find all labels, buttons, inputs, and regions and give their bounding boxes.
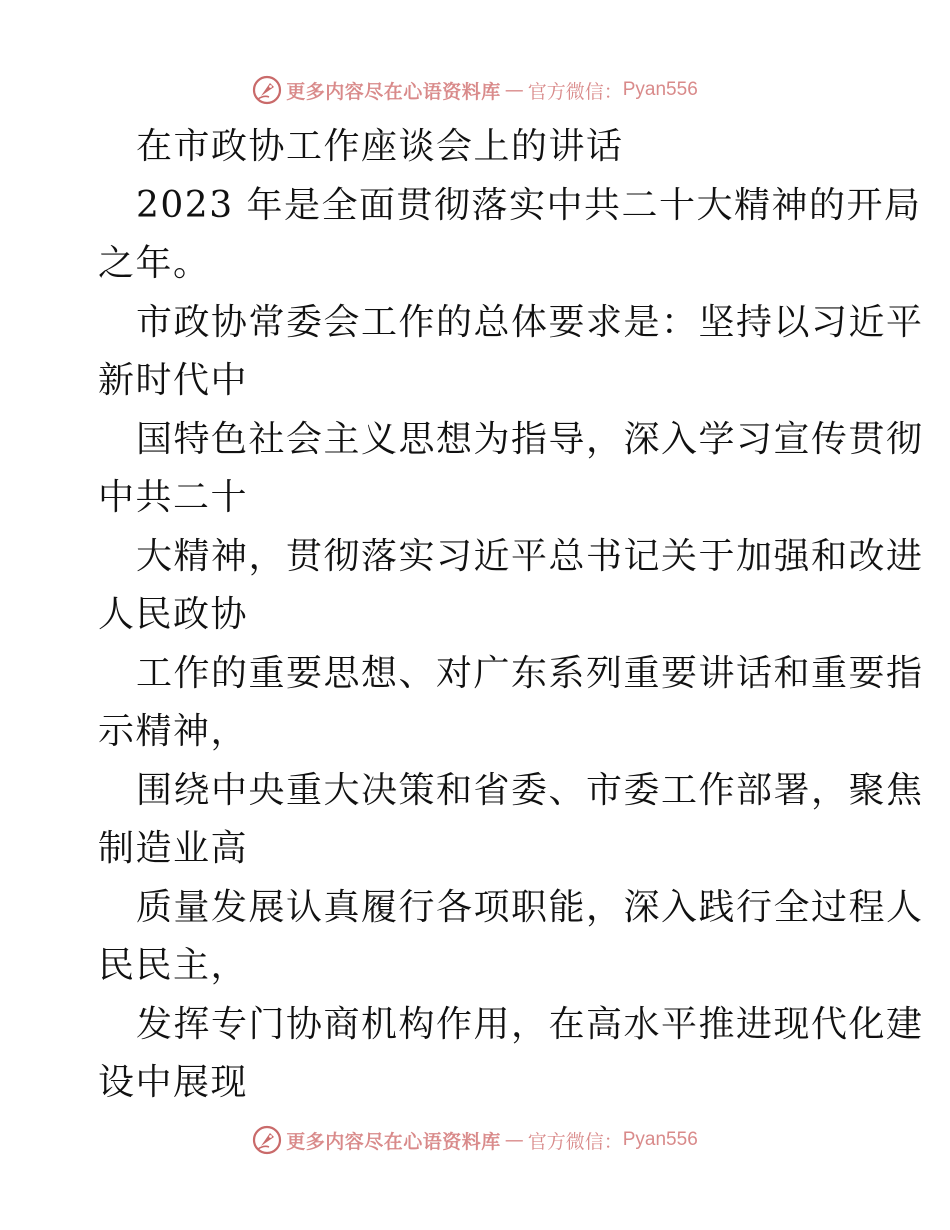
- text-line: 中共二十: [98, 477, 249, 518]
- text-line: 2023 年是全面贯彻落实中共二十大精神的开局: [136, 184, 922, 226]
- text-line: 国特色社会主义思想为指导，深入学习宣传贯彻: [136, 418, 924, 460]
- header-watermark: [0, 70, 950, 110]
- document-body: [98, 118, 924, 1113]
- watermark-site-text: 更多内容尽在心语资料库: [286, 1130, 501, 1153]
- watermark-separator: —: [504, 79, 524, 101]
- watermark-wechat-id: Pyan556: [622, 79, 698, 100]
- text-line: 制造业高: [98, 828, 249, 869]
- pen-nib-logo-icon: [252, 1125, 282, 1155]
- text-line: 民民主，: [98, 945, 249, 986]
- footer-watermark: [0, 1120, 950, 1160]
- text-line: 质量发展认真履行各项职能，深入践行全过程人: [136, 886, 924, 928]
- text-line: 人民政协: [98, 594, 249, 635]
- text-line: 大精神，贯彻落实习近平总书记关于加强和改进: [136, 535, 924, 577]
- text-line: 发挥专门协商机构作用，在高水平推进现代化建: [136, 1003, 924, 1045]
- text-line: 围绕中央重大决策和省委、市委工作部署，聚焦: [136, 769, 924, 811]
- text-line: 市政协常委会工作的总体要求是：坚持以习近平: [136, 301, 924, 343]
- document-title: 在市政协工作座谈会上的讲话: [136, 126, 624, 167]
- text-line: 工作的重要思想、对广东系列重要讲话和重要指: [136, 652, 924, 694]
- text-line: 之年。: [98, 243, 211, 284]
- watermark-wechat-id: Pyan556: [622, 1129, 698, 1150]
- watermark-site-text: 更多内容尽在心语资料库: [286, 80, 501, 103]
- watermark-separator: —: [504, 1129, 524, 1151]
- pen-nib-logo-icon: [252, 75, 282, 105]
- watermark-wechat-label: 官方微信：: [527, 80, 623, 103]
- text-line: 设中展现: [98, 1062, 249, 1103]
- text-line: 示精神，: [98, 711, 249, 752]
- text-line: 新时代中: [98, 360, 249, 401]
- watermark-wechat-label: 官方微信：: [527, 1130, 623, 1153]
